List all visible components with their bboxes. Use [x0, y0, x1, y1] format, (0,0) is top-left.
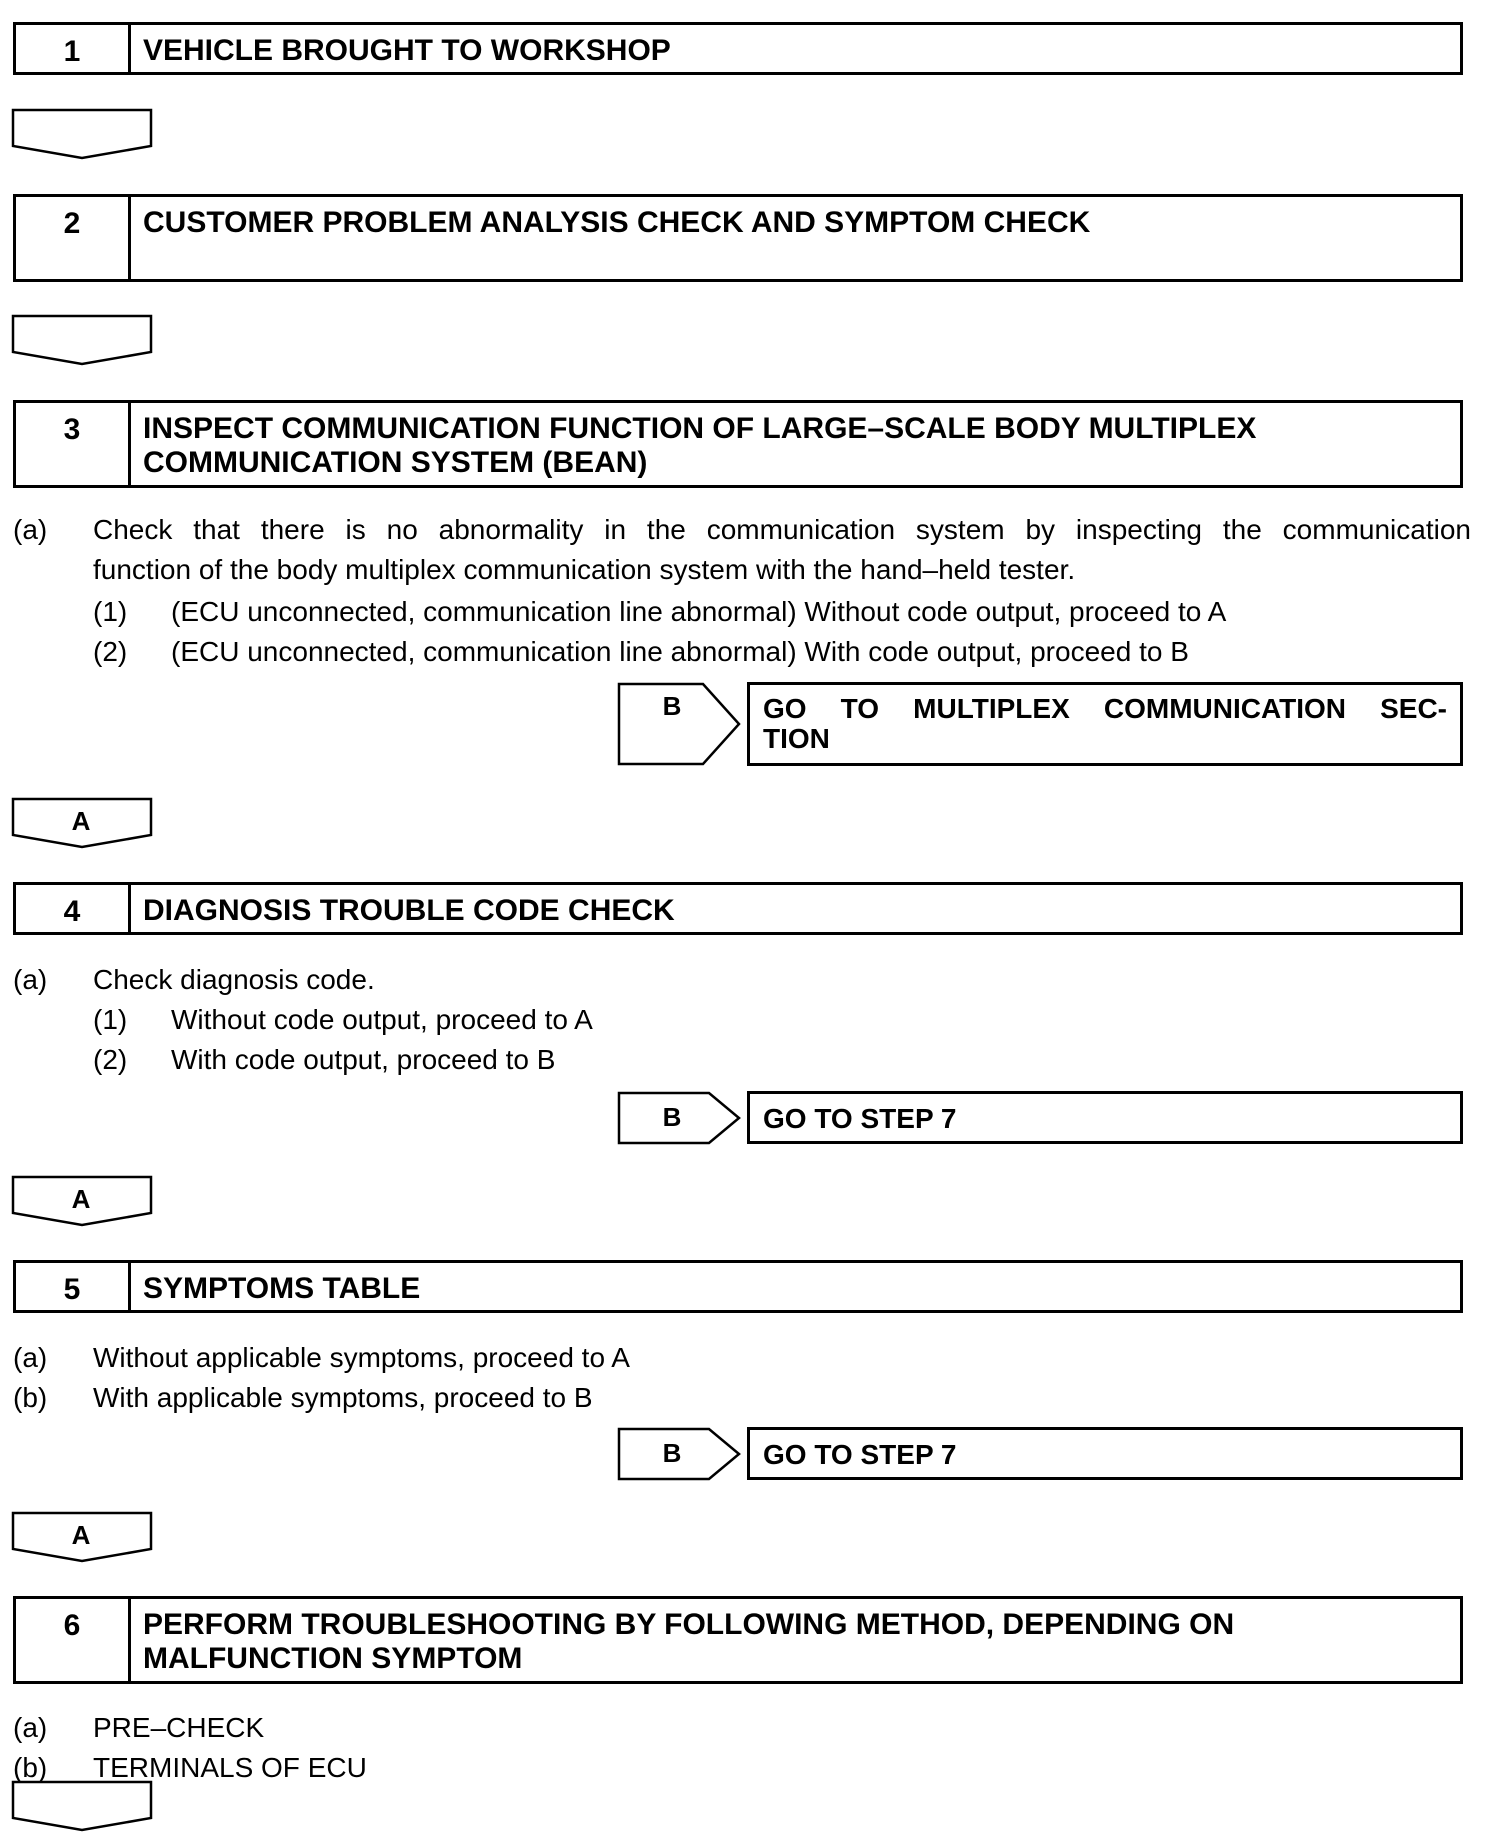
step-number: [16, 1599, 131, 1681]
flow-arrow-down-icon: [11, 1780, 153, 1832]
flow-arrow-down-icon: [11, 108, 153, 160]
item-text: Check that there is no abnormality in the communication system by inspecting the communication: [93, 514, 1471, 545]
step-title: SYMPTOMS TABLE: [143, 1272, 421, 1305]
step-2-header: [13, 194, 1463, 282]
goto-text-line: TION: [763, 723, 830, 754]
step-number-text: 2: [63, 207, 81, 240]
flow-arrow-down-icon: [11, 314, 153, 366]
branch-a-label: A: [71, 1184, 91, 1214]
goto-step-7-box: [747, 1091, 1463, 1144]
step-number-text: 3: [63, 413, 81, 446]
subitem-text: With code output, proceed to B: [171, 1044, 556, 1075]
step-number: [16, 1263, 131, 1310]
subitem-label: (2): [93, 636, 128, 667]
step-number-text: 5: [63, 1273, 81, 1306]
step-title-line: MALFUNCTION SYMPTOM: [143, 1642, 523, 1675]
item-text: With applicable symptoms, proceed to B: [93, 1382, 593, 1413]
item-text: PRE–CHECK: [93, 1712, 265, 1743]
subitem-label: (2): [93, 1044, 128, 1075]
item-text: Without applicable symptoms, proceed to A: [93, 1342, 630, 1373]
step-4-header: [13, 882, 1463, 935]
step-title: [143, 412, 1450, 480]
goto-text-line: GO TO MULTIPLEX COMMUNICATION SEC-: [763, 693, 1447, 724]
step-5-header: [13, 1260, 1463, 1313]
item-label: (a): [13, 514, 48, 545]
item-label: (a): [13, 964, 48, 995]
item-label: (b): [13, 1382, 48, 1413]
item-text: TERMINALS OF ECU: [93, 1752, 367, 1783]
step-title-line: PERFORM TROUBLESHOOTING BY FOLLOWING METHOD, DEPENDING ON: [143, 1608, 1235, 1641]
step-title: VEHICLE BROUGHT TO WORKSHOP: [143, 34, 671, 67]
step-number-text: 4: [63, 895, 81, 928]
subitem-label: (1): [93, 596, 128, 627]
item-text: function of the body multiplex communication system with the hand–held tester.: [93, 554, 1076, 585]
step-number: [16, 885, 131, 932]
goto-multiplex-box: [747, 682, 1463, 766]
step-number-text: 1: [63, 35, 81, 68]
item-label: (b): [13, 1752, 48, 1783]
item-label: (a): [13, 1342, 48, 1373]
branch-b-label: B: [662, 691, 682, 721]
goto-text: GO TO STEP 7: [763, 1103, 957, 1134]
goto-step-7-box: [747, 1427, 1463, 1480]
branch-a-label: A: [71, 806, 91, 836]
subitem-label: (1): [93, 1004, 128, 1035]
step-1-header: [13, 22, 1463, 75]
step-number: [16, 403, 131, 485]
step-title: [143, 1608, 1450, 1676]
step-number: [16, 25, 131, 72]
step-6-header: [13, 1596, 1463, 1684]
step-title-line: COMMUNICATION SYSTEM (BEAN): [143, 446, 648, 479]
goto-text: GO TO STEP 7: [763, 1439, 957, 1470]
step-number: [16, 197, 131, 279]
subitem-text: Without code output, proceed to A: [171, 1004, 593, 1035]
branch-b-label: B: [662, 1102, 682, 1132]
step-title: CUSTOMER PROBLEM ANALYSIS CHECK AND SYMPTOM CHECK: [143, 206, 1091, 239]
subitem-text: (ECU unconnected, communication line abnormal) With code output, proceed to B: [171, 636, 1189, 667]
step-title: DIAGNOSIS TROUBLE CODE CHECK: [143, 894, 675, 927]
branch-a-label: A: [71, 1520, 91, 1550]
branch-b-label: B: [662, 1438, 682, 1468]
item-label: (a): [13, 1712, 48, 1743]
step-title-line: INSPECT COMMUNICATION FUNCTION OF LARGE–SCALE BODY MULTIPLEX: [143, 412, 1257, 445]
step-number-text: 6: [63, 1609, 81, 1642]
step-3-header: [13, 400, 1463, 488]
subitem-text: (ECU unconnected, communication line abnormal) Without code output, proceed to A: [171, 596, 1227, 627]
item-text: Check diagnosis code.: [93, 964, 375, 995]
